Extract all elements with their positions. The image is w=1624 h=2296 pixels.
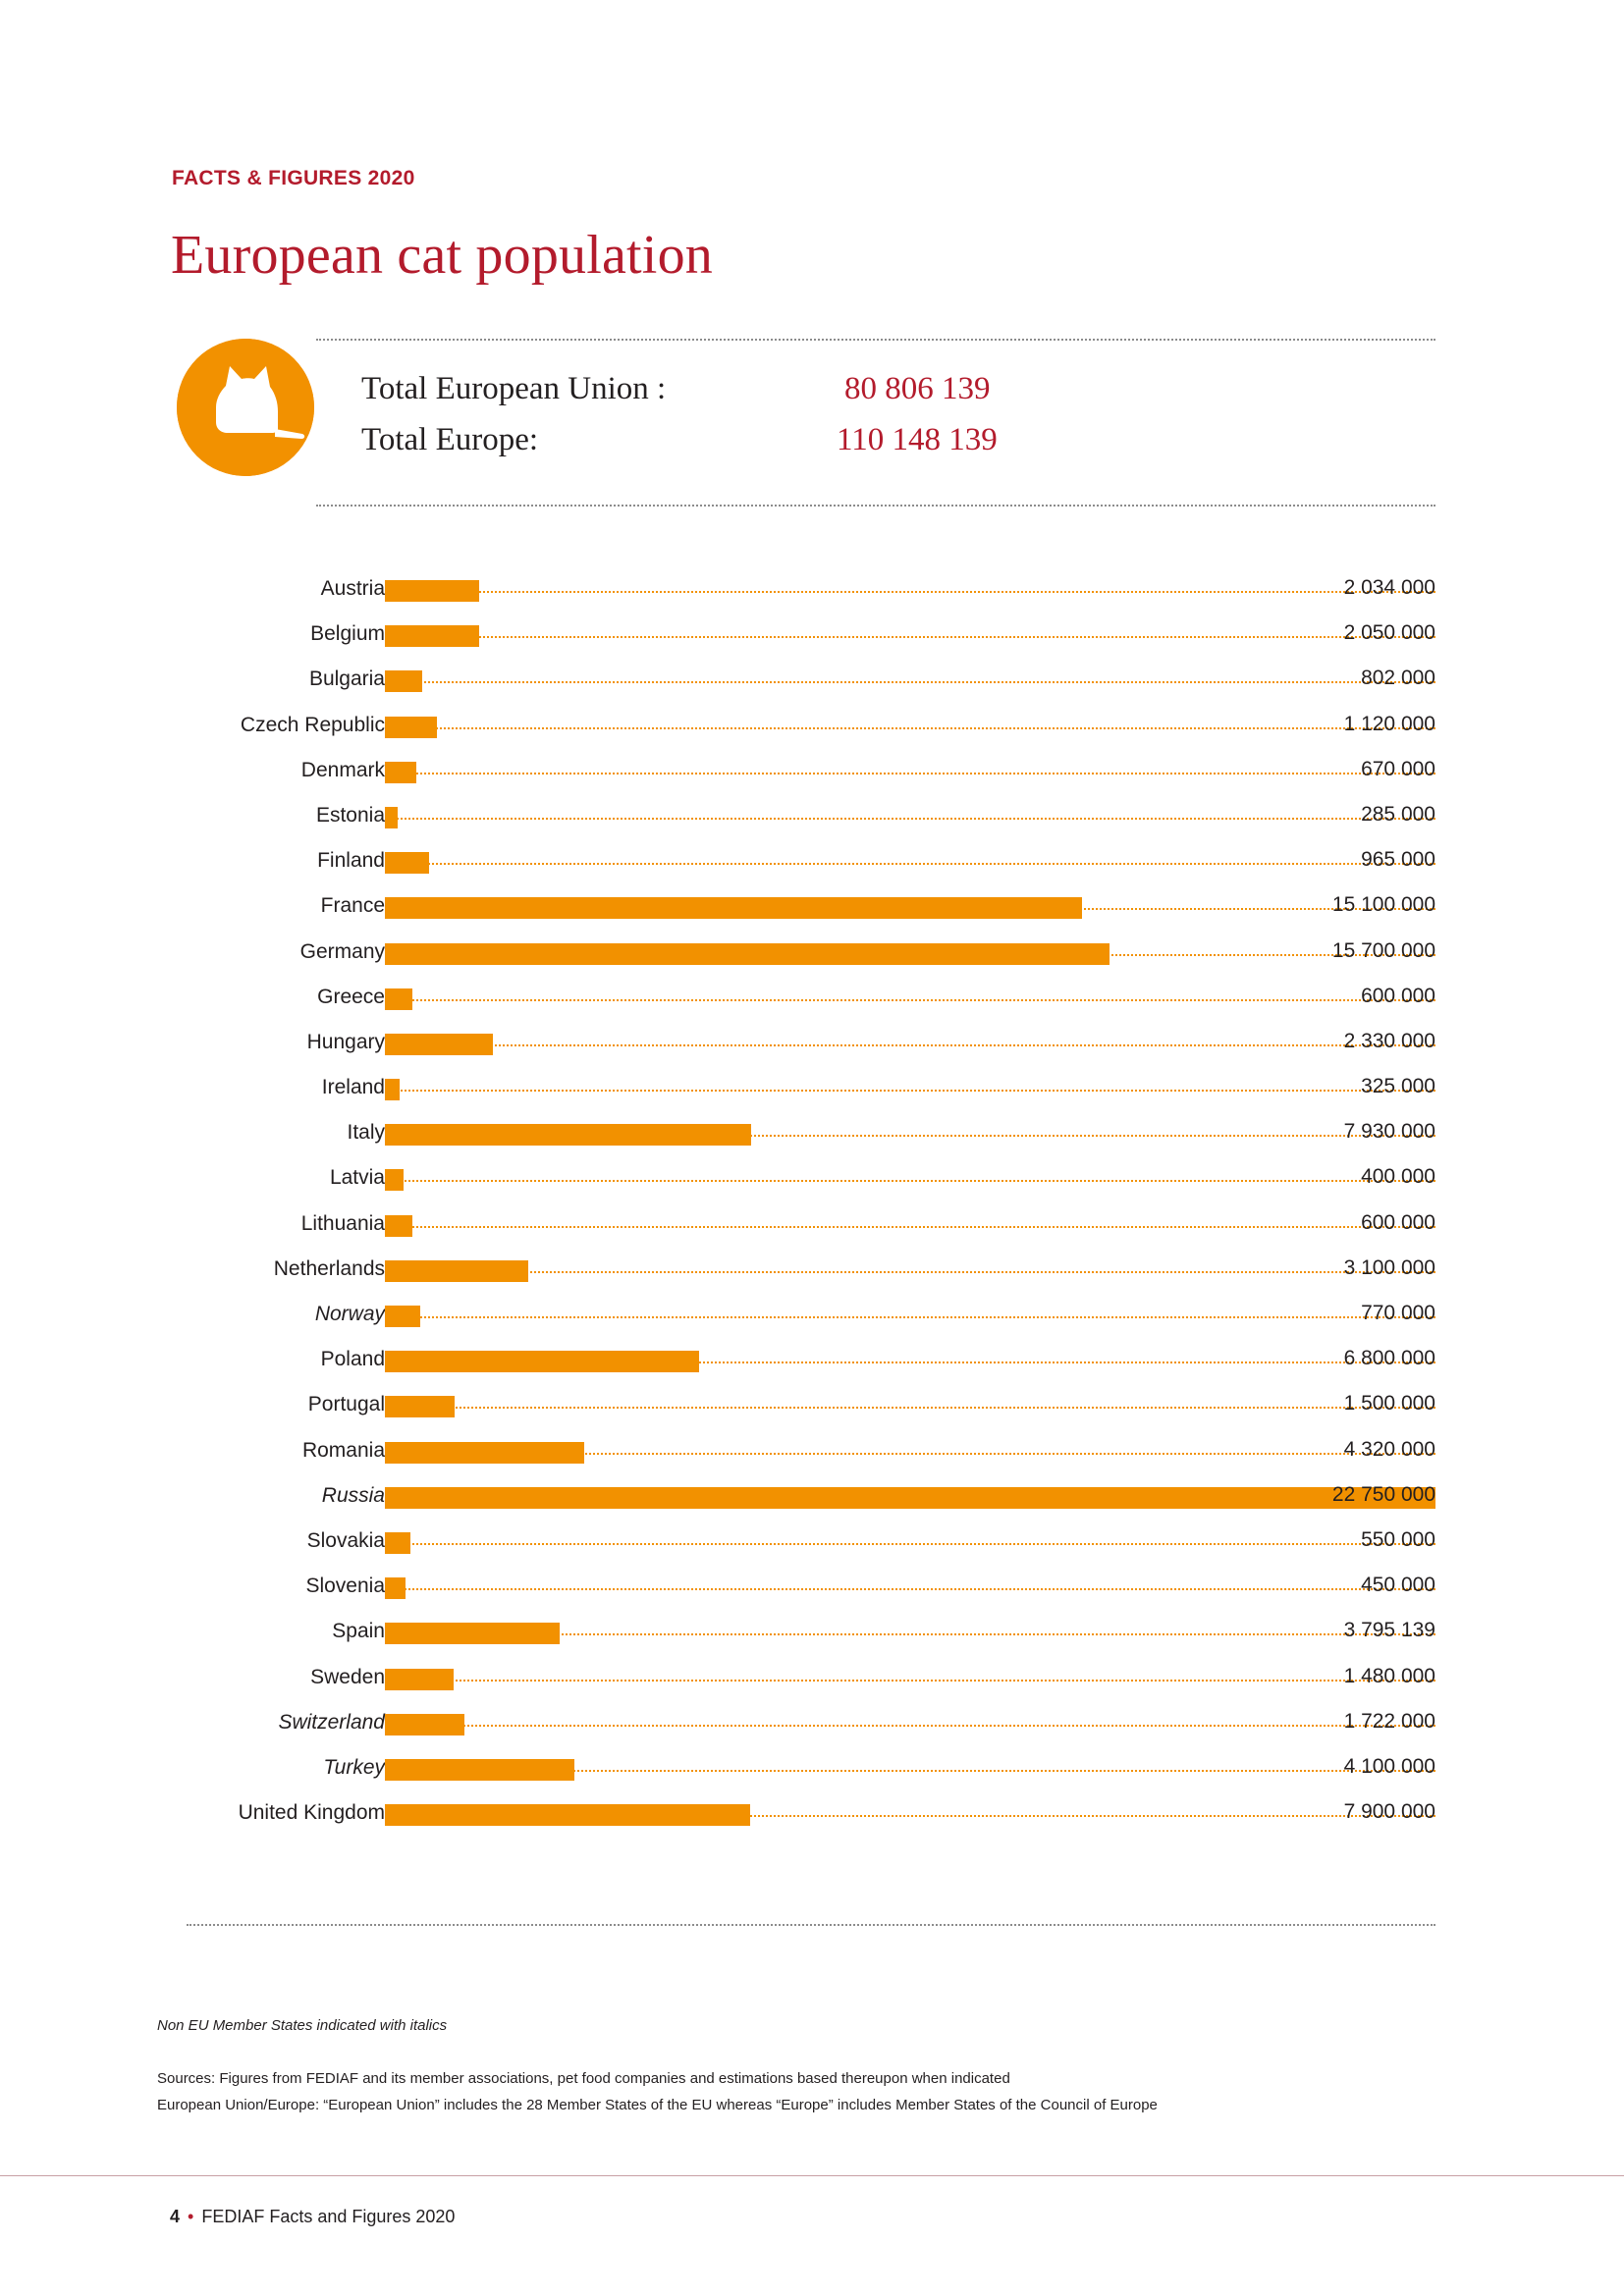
- category-label: Slovakia: [306, 1528, 385, 1552]
- totals-values: [837, 363, 998, 465]
- value-label: 600 000: [1361, 984, 1435, 1007]
- chart-row: [0, 1746, 1624, 1791]
- bar: [385, 1079, 400, 1100]
- bar: [385, 1577, 406, 1599]
- value-label: 965 000: [1361, 848, 1435, 872]
- value-label: 450 000: [1361, 1574, 1435, 1597]
- value-label: 4 320 000: [1343, 1437, 1435, 1461]
- chart-row: [0, 884, 1624, 930]
- chart-row: [0, 1021, 1624, 1066]
- value-label: 670 000: [1361, 757, 1435, 780]
- value-label: 2 050 000: [1343, 621, 1435, 645]
- value-label: 3 100 000: [1343, 1255, 1435, 1279]
- category-label: Estonia: [315, 803, 385, 827]
- bar: [385, 1759, 574, 1781]
- value-label: 22 750 000: [1331, 1482, 1435, 1506]
- bar: [385, 852, 429, 874]
- bar: [385, 1260, 528, 1282]
- chart-row: [0, 658, 1624, 703]
- bar: [385, 1804, 750, 1826]
- value-label: 770 000: [1361, 1302, 1435, 1324]
- chart-row: [0, 1701, 1624, 1746]
- chart-row: [0, 1474, 1624, 1520]
- chart-row: [0, 1248, 1624, 1293]
- chart-row: [0, 749, 1624, 794]
- sources-note: [157, 2065, 1434, 2118]
- chart-row: [0, 1066, 1624, 1111]
- value-label: 3 795 139: [1343, 1619, 1435, 1642]
- total-europe-value: 110 148 139: [837, 422, 998, 457]
- footer-divider: [0, 2175, 1624, 2176]
- category-label: Czech Republic: [240, 713, 385, 736]
- chart-row: [0, 794, 1624, 839]
- value-label: 7 900 000: [1343, 1800, 1435, 1824]
- category-label: Russia: [321, 1483, 385, 1507]
- chart-row: [0, 1610, 1624, 1655]
- bar: [385, 1034, 493, 1055]
- chart-row: [0, 931, 1624, 976]
- eyebrow-label: FACTS & FIGURES 2020: [172, 167, 415, 189]
- totals-labels: [361, 363, 666, 465]
- chart-row: [0, 1383, 1624, 1428]
- chart-row: [0, 1520, 1624, 1565]
- category-label: Turkey: [323, 1755, 385, 1779]
- chart-row: [0, 1111, 1624, 1156]
- category-label: Belgium: [310, 622, 385, 646]
- bar: [385, 1532, 410, 1554]
- value-label: 1 722 000: [1343, 1709, 1435, 1733]
- value-label: 600 000: [1361, 1210, 1435, 1234]
- category-label: Germany: [299, 939, 385, 963]
- chart-row: [0, 1791, 1624, 1837]
- value-label: 1 500 000: [1343, 1392, 1435, 1415]
- bar: [385, 580, 479, 602]
- category-label: Latvia: [329, 1166, 385, 1190]
- category-label: Spain: [332, 1620, 385, 1643]
- category-label: Denmark: [300, 758, 385, 781]
- value-label: 550 000: [1361, 1527, 1435, 1551]
- value-label: 15 700 000: [1331, 938, 1435, 962]
- total-eu-label: Total European Union :: [361, 371, 667, 406]
- category-label: Greece: [317, 985, 385, 1008]
- bar: [385, 943, 1110, 965]
- bar: [385, 988, 412, 1010]
- chart-row: [0, 567, 1624, 613]
- chart-row: [0, 839, 1624, 884]
- bar: [385, 1169, 404, 1191]
- bar: [385, 762, 416, 783]
- footer-separator: •: [188, 2207, 194, 2226]
- value-label: 6 800 000: [1343, 1347, 1435, 1370]
- value-label: 7 930 000: [1343, 1120, 1435, 1144]
- chart-row: [0, 1429, 1624, 1474]
- value-label: 802 000: [1361, 667, 1435, 690]
- category-label: Bulgaria: [308, 667, 385, 691]
- category-label: Portugal: [307, 1393, 385, 1416]
- totals-divider-top: [316, 339, 1435, 341]
- category-label: Finland: [317, 849, 385, 873]
- cat-icon: [177, 339, 314, 476]
- page-number: 4: [170, 2207, 181, 2226]
- bar: [385, 897, 1082, 919]
- bar: [385, 1351, 699, 1372]
- category-label: Romania: [301, 1438, 385, 1462]
- bar: [385, 670, 422, 692]
- category-label: Austria: [320, 577, 385, 600]
- value-label: 1 120 000: [1343, 712, 1435, 735]
- chart-row: [0, 1565, 1624, 1610]
- category-label: Hungary: [306, 1030, 385, 1053]
- bar: [385, 1442, 584, 1464]
- cat-population-bar-chart: [0, 567, 1624, 1837]
- chart-row: [0, 1293, 1624, 1338]
- category-label: Italy: [347, 1121, 385, 1145]
- value-label: 2 330 000: [1343, 1029, 1435, 1052]
- category-label: Sweden: [310, 1665, 385, 1688]
- bar: [385, 1396, 455, 1417]
- total-europe-label: Total Europe:: [361, 422, 539, 457]
- value-label: 325 000: [1361, 1075, 1435, 1098]
- chart-row: [0, 613, 1624, 658]
- bar: [385, 1215, 412, 1237]
- chart-row: [0, 704, 1624, 749]
- chart-row: [0, 1338, 1624, 1383]
- bar: [385, 625, 479, 647]
- category-label: Lithuania: [300, 1211, 385, 1235]
- bar: [385, 807, 398, 828]
- value-label: 285 000: [1361, 802, 1435, 826]
- sources-line-1: Sources: Figures from FEDIAF and its member associations, pet food companies and estimations based thereupon when indicated: [157, 2070, 1010, 2087]
- value-label: 4 100 000: [1343, 1754, 1435, 1778]
- chart-row: [0, 1202, 1624, 1248]
- value-label: 2 034 000: [1343, 576, 1435, 599]
- chart-row: [0, 1156, 1624, 1201]
- bar: [385, 717, 437, 738]
- category-label: Switzerland: [278, 1710, 385, 1734]
- value-label: 1 480 000: [1343, 1664, 1435, 1687]
- bar: [385, 1714, 464, 1735]
- totals-divider-bottom: [316, 505, 1435, 507]
- bar: [385, 1306, 420, 1327]
- value-label: 15 100 000: [1331, 893, 1435, 917]
- category-label: Slovenia: [305, 1575, 385, 1598]
- page-title: European cat population: [171, 225, 713, 286]
- sources-line-2: European Union/Europe: “European Union” includes the 28 Member States of the EU whereas “Europe” includes Member States of the Council of Europe: [157, 2097, 1158, 2113]
- category-label: Netherlands: [273, 1256, 385, 1280]
- italic-note: Non EU Member States indicated with italics: [157, 2017, 448, 2034]
- category-label: Ireland: [321, 1076, 385, 1099]
- category-label: Norway: [314, 1303, 385, 1325]
- bar: [385, 1124, 751, 1146]
- category-label: France: [320, 894, 385, 918]
- total-eu-value: 80 806 139: [844, 371, 991, 406]
- footer-text: FEDIAF Facts and Figures 2020: [201, 2207, 456, 2226]
- chart-row: [0, 976, 1624, 1021]
- bar: [385, 1623, 560, 1644]
- footer: [170, 2207, 455, 2227]
- chart-divider-bottom: [187, 1924, 1435, 1926]
- chart-row: [0, 1656, 1624, 1701]
- category-label: United Kingdom: [238, 1801, 385, 1825]
- category-label: Poland: [320, 1348, 385, 1371]
- bar: [385, 1669, 454, 1690]
- value-label: 400 000: [1361, 1165, 1435, 1189]
